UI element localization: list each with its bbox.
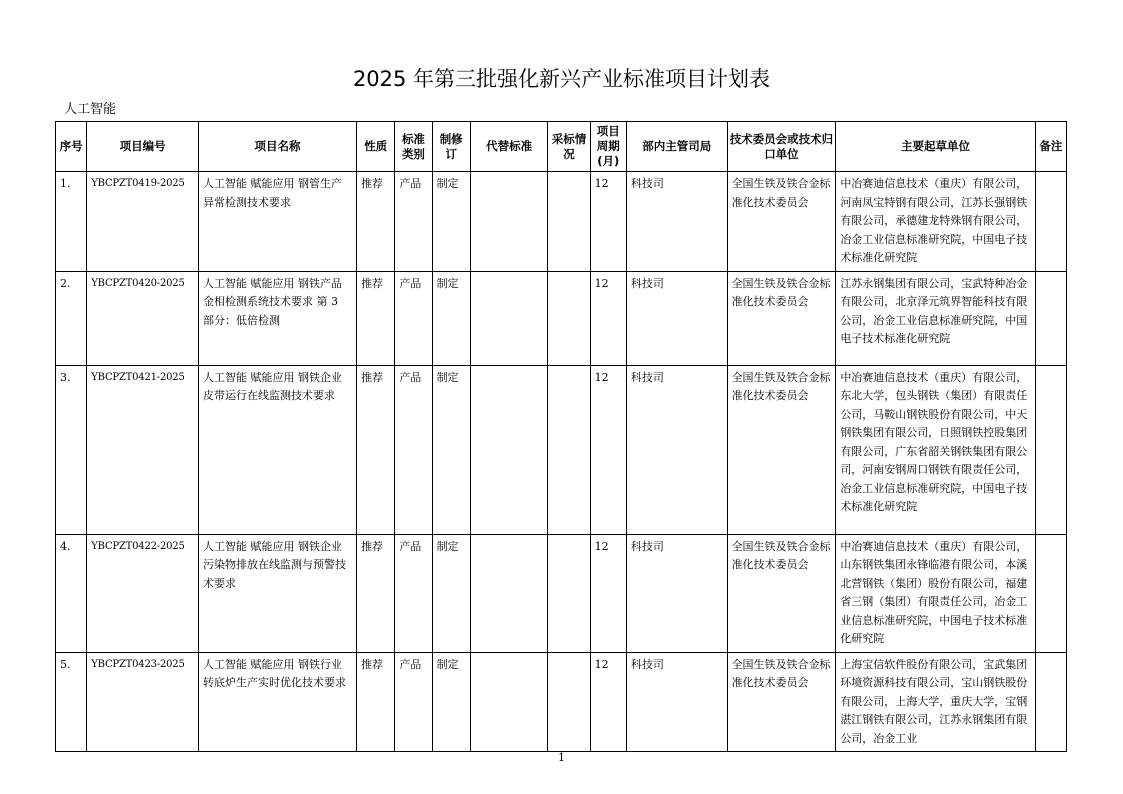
- header-cell: 采标情况: [548, 122, 590, 172]
- project-code-cell: YBCPZT0422-2025: [87, 534, 199, 652]
- department-cell: 科技司: [626, 365, 727, 534]
- header-cell: 性质: [357, 122, 395, 172]
- department-cell: 科技司: [626, 271, 727, 365]
- project-cycle-cell: 12: [590, 534, 626, 652]
- department-cell: 科技司: [626, 172, 727, 272]
- section-heading: 人工智能: [64, 102, 117, 117]
- row-number-cell: 5.: [56, 652, 87, 752]
- table-row: [56, 172, 1067, 272]
- adoption-status-cell: [548, 652, 590, 752]
- replaced-standard-cell: [470, 534, 548, 652]
- row-number-cell: 3.: [56, 365, 87, 534]
- page-title: 2025 年第三批强化新兴产业标准项目计划表: [352, 67, 771, 91]
- department-cell: 科技司: [626, 534, 727, 652]
- department-cell: 科技司: [626, 652, 727, 752]
- project-name-cell: 人工智能 赋能应用 钢管生产异常检测技术要求: [198, 172, 356, 272]
- technical-committee-cell: 全国生铁及铁合金标准化技术委员会: [727, 365, 836, 534]
- replaced-standard-cell: [470, 172, 548, 272]
- row-number-cell: 4.: [56, 534, 87, 652]
- header-cell: 项目周期(月): [590, 122, 626, 172]
- drafting-units-cell: 中冶赛迪信息技术（重庆）有限公司，东北大学，包头钢铁（集团）有限责任公司，马鞍山钢铁股份有限公司，中天钢铁集团有限公司，日照钢铁控股集团有限公司，广东省韶关钢铁集团有限公司，河南安钢周口钢铁有限责任公司，冶金工业信息标准研究院，中国电子技术标准化研究院: [836, 365, 1035, 534]
- project-name-cell: 人工智能 赋能应用 钢铁行业转底炉生产实时优化技术要求: [198, 652, 356, 752]
- table-row: [56, 365, 1067, 534]
- standard-category-cell: 产品: [395, 365, 432, 534]
- replaced-standard-cell: [470, 652, 548, 752]
- nature-cell: 推荐: [357, 652, 395, 752]
- project-cycle-cell: 12: [590, 652, 626, 752]
- nature-cell: 推荐: [357, 271, 395, 365]
- adoption-status-cell: [548, 365, 590, 534]
- drafting-units-cell: 中冶赛迪信息技术（重庆）有限公司，河南凤宝特钢有限公司，江苏长强钢铁有限公司，承德建龙特殊钢有限公司，冶金工业信息标准研究院，中国电子技术标准化研究院: [836, 172, 1035, 272]
- row-number-cell: 2.: [56, 271, 87, 365]
- revision-type-cell: 制定: [432, 365, 470, 534]
- project-name-cell: 人工智能 赋能应用 钢铁产品金相检测系统技术要求 第 3 部分：低倍检测: [198, 271, 356, 365]
- remark-cell: [1035, 271, 1066, 365]
- header-cell: 制修订: [432, 122, 470, 172]
- page-number: 1: [558, 751, 565, 764]
- revision-type-cell: 制定: [432, 271, 470, 365]
- revision-type-cell: 制定: [432, 534, 470, 652]
- standard-category-cell: 产品: [395, 652, 432, 752]
- table-row: [56, 271, 1067, 365]
- standard-category-cell: 产品: [395, 172, 432, 272]
- nature-cell: 推荐: [357, 534, 395, 652]
- remark-cell: [1035, 365, 1066, 534]
- replaced-standard-cell: [470, 271, 548, 365]
- technical-committee-cell: 全国生铁及铁合金标准化技术委员会: [727, 172, 836, 272]
- standard-category-cell: 产品: [395, 534, 432, 652]
- header-cell: 主要起草单位: [836, 122, 1035, 172]
- drafting-units-cell: 上海宝信软件股份有限公司，宝武集团环境资源科技有限公司，宝山钢铁股份有限公司，上海大学，重庆大学，宝钢湛江钢铁有限公司，江苏永钢集团有限公司，冶金工业: [836, 652, 1035, 752]
- table-row: [56, 652, 1067, 752]
- remark-cell: [1035, 652, 1066, 752]
- header-cell: 部内主管司局: [626, 122, 727, 172]
- standards-table: [55, 121, 1067, 752]
- header-cell: 序号: [56, 122, 87, 172]
- header-cell: 代替标准: [470, 122, 548, 172]
- adoption-status-cell: [548, 271, 590, 365]
- technical-committee-cell: 全国生铁及铁合金标准化技术委员会: [727, 271, 836, 365]
- table-row: [56, 534, 1067, 652]
- nature-cell: 推荐: [357, 172, 395, 272]
- adoption-status-cell: [548, 172, 590, 272]
- drafting-units-cell: 江苏永钢集团有限公司，宝武特种冶金有限公司，北京泽元筑界智能科技有限公司，冶金工业信息标准研究院，中国电子技术标准化研究院: [836, 271, 1035, 365]
- header-cell: 标准类别: [395, 122, 432, 172]
- technical-committee-cell: 全国生铁及铁合金标准化技术委员会: [727, 534, 836, 652]
- project-code-cell: YBCPZT0420-2025: [87, 271, 199, 365]
- project-cycle-cell: 12: [590, 365, 626, 534]
- revision-type-cell: 制定: [432, 172, 470, 272]
- header-row: [56, 122, 1067, 172]
- nature-cell: 推荐: [357, 365, 395, 534]
- adoption-status-cell: [548, 534, 590, 652]
- remark-cell: [1035, 172, 1066, 272]
- remark-cell: [1035, 534, 1066, 652]
- project-code-cell: YBCPZT0421-2025: [87, 365, 199, 534]
- header-cell: 项目名称: [198, 122, 356, 172]
- row-number-cell: 1.: [56, 172, 87, 272]
- header-cell: 技术委员会或技术归口单位: [727, 122, 836, 172]
- project-cycle-cell: 12: [590, 172, 626, 272]
- project-code-cell: YBCPZT0419-2025: [87, 172, 199, 272]
- project-cycle-cell: 12: [590, 271, 626, 365]
- standard-category-cell: 产品: [395, 271, 432, 365]
- drafting-units-cell: 中冶赛迪信息技术（重庆）有限公司，山东钢铁集团永锋临港有限公司，本溪北营钢铁（集团）股份有限公司，福建省三钢（集团）有限责任公司，冶金工业信息标准研究院，中国电子技术标准化研究院: [836, 534, 1035, 652]
- replaced-standard-cell: [470, 365, 548, 534]
- project-code-cell: YBCPZT0423-2025: [87, 652, 199, 752]
- header-cell: 备注: [1035, 122, 1066, 172]
- project-name-cell: 人工智能 赋能应用 钢铁企业皮带运行在线监测技术要求: [198, 365, 356, 534]
- revision-type-cell: 制定: [432, 652, 470, 752]
- project-name-cell: 人工智能 赋能应用 钢铁企业污染物排放在线监测与预警技术要求: [198, 534, 356, 652]
- header-cell: 项目编号: [87, 122, 199, 172]
- technical-committee-cell: 全国生铁及铁合金标准化技术委员会: [727, 652, 836, 752]
